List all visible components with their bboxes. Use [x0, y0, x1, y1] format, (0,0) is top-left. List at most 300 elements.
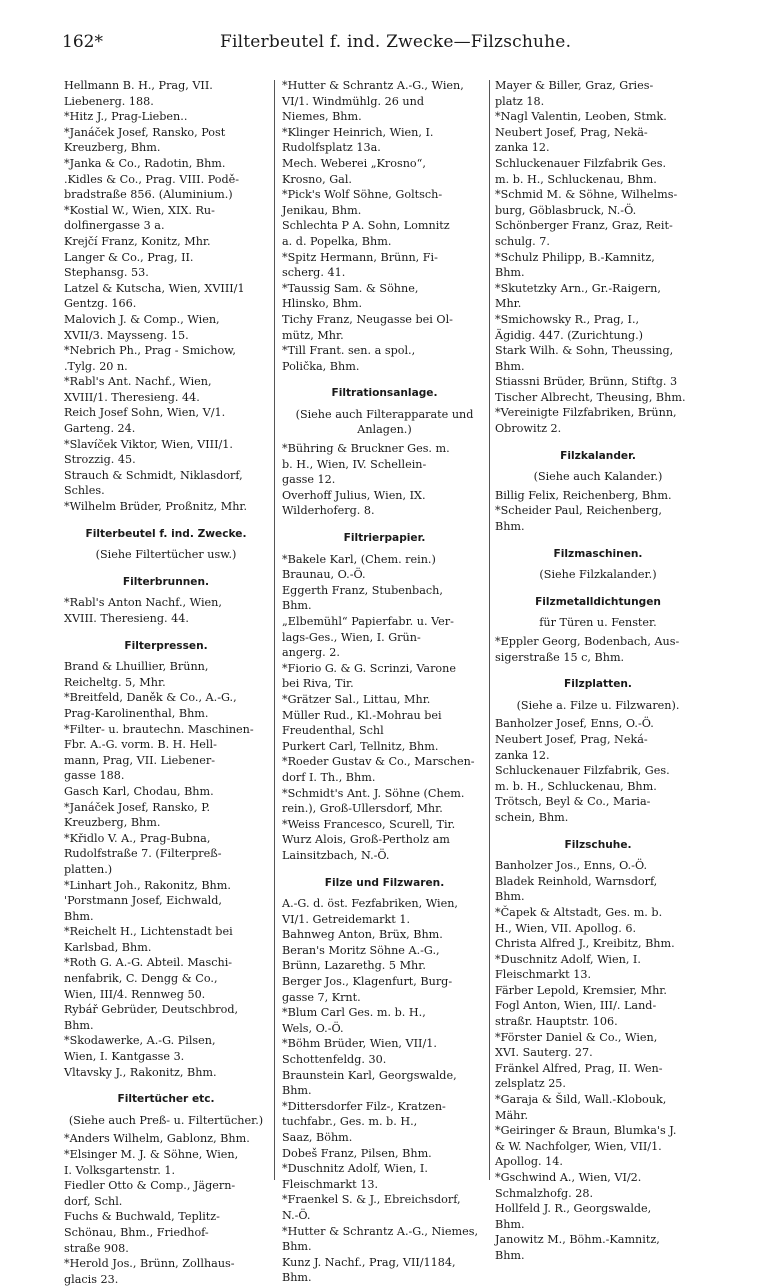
section-heading: Filterbrunnen. [122, 575, 210, 588]
entry-line: *Blum Carl Ges. m. b. H., [282, 1006, 426, 1020]
entry-line: *Kostial W., Wien, XIX. Ru- [64, 203, 215, 217]
directory-entry [64, 172, 268, 203]
directory-entry [64, 800, 268, 831]
entry-line: Schottenfeldg. 30. [282, 1053, 387, 1067]
entry-line: Brünn, Lazarethg. 5 Mhr. [282, 959, 426, 973]
section-note: (Siehe auch Filterapparate und Anlagen.) [295, 407, 474, 437]
directory-entry [64, 924, 268, 955]
entry-line: Prag-Karolinenthal, Bhm. [64, 706, 209, 720]
directory-entry [282, 896, 487, 927]
directory-entry [495, 78, 701, 109]
entry-line: Fogl Anton, Wien, III/. Land- [495, 999, 657, 1013]
directory-entry [282, 441, 487, 488]
directory-entry [282, 583, 487, 614]
directory-entry [495, 312, 701, 343]
entry-line: *Breitfeld, Daněk & Co., A.-G., [64, 691, 237, 705]
directory-entry [64, 250, 268, 281]
section-heading: Filzmaschinen. [553, 547, 643, 560]
directory-entry [282, 312, 487, 343]
entry-line: Obrowitz 2. [495, 422, 562, 436]
entry-line: Färber Lepold, Kremsier, Mhr. [495, 983, 667, 997]
section-heading: Filzschuhe. [564, 838, 632, 851]
directory-entry [495, 405, 701, 436]
entry-line: m. b. H., Schluckenau, Bhm. [495, 779, 657, 793]
entry-line: scherg. 41. [282, 266, 346, 280]
directory-column-2 [282, 78, 487, 1286]
directory-entry [64, 1033, 268, 1064]
directory-entry [495, 716, 701, 732]
directory-entry [495, 1170, 701, 1201]
directory-entry [495, 998, 701, 1029]
entry-line: Braunau, O.-Ö. [282, 568, 366, 582]
entry-line: Bhm. [495, 266, 525, 280]
entry-line: Schluckenauer Filzfabrik, Ges. [495, 764, 670, 778]
entry-line: .Tylg. 20 n. [64, 359, 128, 373]
entry-line: Jenikau, Bhm. [282, 203, 362, 217]
directory-entry [64, 405, 268, 436]
entry-line: *Linhart Joh., Rakonitz, Bhm. [64, 878, 231, 892]
entry-line: platz 18. [495, 94, 545, 108]
directory-entry [282, 343, 487, 374]
entry-line: Bhm. [282, 599, 312, 613]
entry-line: Kreuzberg, Bhm. [64, 141, 161, 155]
directory-entry [282, 218, 487, 249]
entry-line: nenfabrik, C. Dengg & Co., [64, 972, 218, 986]
entry-line: Fbr. A.-G. vorm. B. H. Hell- [64, 738, 217, 752]
entry-line: Wien, I. Kantgasse 3. [64, 1050, 185, 1064]
entry-line: tuchfabr., Ges. m. b. H., [282, 1115, 418, 1129]
directory-entry [64, 156, 268, 172]
directory-entry [495, 218, 701, 249]
entry-line: Reich Josef Sohn, Wien, V/1. [64, 406, 226, 420]
entry-line: Lainsitzbach, N.-Ö. [282, 848, 390, 862]
directory-entry [495, 936, 701, 952]
directory-entry [495, 794, 701, 825]
entry-line: *Böhm Brüder, Wien, VII/1. [282, 1037, 437, 1051]
directory-entry [282, 1005, 487, 1036]
entry-line: m. b. H., Schluckenau, Bhm. [495, 172, 657, 186]
entry-line: dolfinergasse 3 a. [64, 219, 165, 233]
directory-entry [282, 187, 487, 218]
entry-line: Dobeš Franz, Pilsen, Bhm. [282, 1146, 432, 1160]
entry-line: A.-G. d. öst. Fezfabriken, Wien, [282, 897, 458, 911]
entry-line: Tichy Franz, Neugasse bei Ol- [282, 312, 453, 326]
entry-line: Eggerth Franz, Stubenbach, [282, 583, 443, 597]
directory-entry [495, 634, 701, 665]
entry-line: Berger Jos., Klagenfurt, Burg- [282, 975, 453, 989]
directory-entry [495, 343, 701, 374]
entry-line: Bhm. [495, 1248, 525, 1262]
entry-line: *Taussig Sam. & Söhne, [282, 281, 419, 295]
entry-line: Kreuzberg, Bhm. [64, 816, 161, 830]
entry-line: Schmalzhofg. 28. [495, 1186, 594, 1200]
entry-line: *Fiorio G. & G. Scrinzi, Varone [282, 661, 456, 675]
directory-entry [64, 1002, 268, 1033]
entry-line: gasse 7, Krnt. [282, 990, 361, 1004]
directory-entry [282, 78, 487, 125]
section-heading: Filzmetalldichtungen [535, 595, 661, 608]
directory-entry [64, 831, 268, 878]
entry-line: Hlinsko, Bhm. [282, 297, 363, 311]
entry-line: Krejčí Franz, Konitz, Mhr. [64, 234, 211, 248]
directory-entry [495, 1201, 701, 1232]
directory-entry [64, 1147, 268, 1178]
directory-entry [64, 109, 268, 125]
section-note: (Siehe Filzkalander.) [539, 568, 657, 582]
entry-line: *Klinger Heinrich, Wien, I. [282, 125, 434, 139]
entry-line: Stephansg. 53. [64, 266, 149, 280]
entry-line: zanka 12. [495, 748, 550, 762]
entry-line: Liebenerg. 188. [64, 94, 154, 108]
entry-line: *Schmid M. & Söhne, Wilhelms- [495, 188, 678, 202]
entry-line: schein, Bhm. [495, 810, 569, 824]
entry-line: Fleischmarkt 13. [282, 1177, 379, 1191]
directory-entry [282, 488, 487, 519]
directory-entry [282, 817, 487, 833]
entry-line: Polička, Bhm. [282, 359, 360, 373]
directory-entry [282, 832, 487, 863]
directory-entry [64, 1178, 268, 1209]
entry-line: Wien, III/4. Rennweg 50. [64, 987, 206, 1001]
entry-line: Saaz, Böhm. [282, 1131, 353, 1144]
entry-line: Schluckenauer Filzfabrik Ges. [495, 156, 667, 170]
entry-line: Bhm. [495, 359, 525, 373]
directory-entry [64, 893, 268, 924]
page-header [62, 30, 702, 56]
entry-line: *Dittersdorfer Filz-, Kratzen- [282, 1099, 446, 1113]
entry-line: Mayer & Biller, Graz, Gries- [495, 79, 654, 92]
entry-line: *Nebrich Ph., Prag - Smichow, [64, 344, 236, 358]
entry-line: H., Wien, VII. Apollog. 6. [495, 921, 637, 935]
entry-line: Schles. [64, 484, 105, 498]
entry-line: .Kidles & Co., Prag. VIII. Podě- [64, 172, 240, 186]
entry-line: Strozzig. 45. [64, 453, 136, 467]
entry-line: Fiedler Otto & Comp., Jägern- [64, 1179, 236, 1193]
entry-line: Freudenthal, Schl [282, 724, 384, 738]
section-heading: Filze und Filzwaren. [324, 876, 445, 889]
entry-line: *Bühring & Bruckner Ges. m. [282, 442, 450, 456]
entry-line: *Reichelt H., Lichtenstadt bei [64, 925, 233, 939]
directory-entry [64, 78, 268, 109]
entry-line: Fleischmarkt 13. [495, 968, 592, 982]
directory-entry [495, 763, 701, 794]
section-note: (Siehe Filtertücher usw.) [95, 548, 237, 562]
entry-line: *Anders Wilhelm, Gablonz, Bhm. [64, 1132, 250, 1146]
entry-line: *Spitz Hermann, Brünn, Fi- [282, 250, 438, 264]
entry-line: lags-Ges., Wien, I. Grün- [282, 630, 421, 644]
directory-entry [64, 281, 268, 312]
entry-line: glacis 23. [64, 1272, 119, 1286]
directory-entry [495, 874, 701, 905]
entry-line: Tischer Albrecht, Theusing, Bhm. [495, 390, 686, 404]
entry-line: XVIII/1. Theresieng. 44. [64, 390, 200, 404]
directory-entry [64, 690, 268, 721]
section-heading: Filterbeutel f. ind. Zwecke. [85, 527, 247, 540]
directory-entry [64, 343, 268, 374]
entry-line: Müller Rud., Kl.-Mohrau bei [282, 708, 442, 722]
directory-entry [282, 156, 487, 187]
entry-line: Trötsch, Beyl & Co., Maria- [495, 795, 651, 809]
entry-line: mann, Prag, VII. Liebener- [64, 753, 216, 767]
directory-entry [282, 1224, 487, 1255]
entry-line: Wilderhoferg. 8. [282, 504, 375, 518]
entry-line: Neubert Josef, Prag, Nekä- [495, 125, 648, 139]
entry-line: b. H., Wien, IV. Schellein- [282, 457, 427, 471]
page-number: 162* [62, 32, 103, 52]
entry-line: VI/1. Windmühlg. 26 und [282, 94, 424, 108]
entry-line: Banholzer Josef, Enns, O.-Ö. [495, 717, 654, 731]
entry-line: XVII/3. Maysseng. 15. [64, 328, 189, 342]
entry-line: Bahnweg Anton, Brüx, Bhm. [282, 928, 443, 942]
entry-line: rein.), Groß-Ullersdorf, Mhr. [282, 802, 443, 816]
entry-line: Mech. Weberei „Krosno“, [282, 156, 426, 170]
directory-entry [282, 1192, 487, 1223]
entry-line: *Wilhelm Brüder, Proßnitz, Mhr. [64, 500, 248, 514]
entry-line: Bhm. [495, 890, 525, 904]
directory-entry [495, 390, 701, 406]
entry-line: Apollog. 14. [495, 1155, 563, 1169]
entry-line: & W. Nachfolger, Wien, VII/1. [495, 1139, 662, 1153]
section-note: (Siehe auch Preß- u. Filtertücher.) [68, 1113, 264, 1127]
directory-entry [282, 125, 487, 156]
entry-line: *Janka & Co., Radotin, Bhm. [64, 156, 226, 170]
directory-entry [64, 234, 268, 250]
section-heading: Filtrierpapier. [343, 532, 426, 545]
entry-line: *Duschnitz Adolf, Wien, I. [282, 1162, 428, 1176]
directory-entry [495, 732, 701, 763]
entry-line: Billig Felix, Reichenberg, Bhm. [495, 488, 672, 502]
entry-line: Mähr. [495, 1108, 529, 1122]
column-divider [274, 80, 275, 1180]
entry-line: Neubert Josef, Prag, Neká- [495, 732, 648, 746]
entry-line: straßr. Hauptstr. 106. [495, 1015, 618, 1029]
directory-entry [282, 786, 487, 817]
directory-entry [64, 312, 268, 343]
entry-line: Fuchs & Buchwald, Teplitz- [64, 1210, 220, 1224]
section-heading: Filtrationsanlage. [331, 387, 438, 400]
section-note: für Türen u. Fenster. [539, 616, 657, 630]
entry-line: schulg. 7. [495, 234, 550, 248]
directory-entry [495, 1061, 701, 1092]
entry-line: *Grätzer Sal., Littau, Mhr. [282, 692, 431, 706]
directory-entry [64, 203, 268, 234]
directory-entry [495, 250, 701, 281]
entry-line: bradstraße 856. (Aluminium.) [64, 188, 233, 202]
entry-line: Brand & Lhuillier, Brünn, [64, 660, 209, 674]
directory-entry [64, 722, 268, 784]
entry-line: Stark Wilh. & Sohn, Theussing, [495, 344, 674, 358]
directory-entry [64, 437, 268, 468]
directory-entry [495, 905, 701, 936]
entry-line: *Janáček Josef, Ransko, P. [64, 800, 211, 814]
directory-entry [64, 374, 268, 405]
entry-line: 'Porstmann Josef, Eichwald, [64, 894, 222, 908]
directory-entry [282, 614, 487, 661]
entry-line: bei Riva, Tir. [282, 677, 354, 691]
entry-line: Bhm. [282, 1240, 312, 1254]
entry-line: zanka 12. [495, 141, 550, 155]
section-heading: Filterpressen. [124, 639, 208, 652]
directory-entry [282, 1161, 487, 1192]
directory-entry [64, 784, 268, 800]
entry-line: Bhm. [282, 1271, 312, 1285]
entry-line: Hellmann B. H., Prag, VII. [64, 79, 213, 92]
entry-line: straße 908. [64, 1241, 129, 1255]
entry-line: Rybář Gebrüder, Deutschbrod, [64, 1003, 239, 1017]
directory-entry [495, 374, 701, 390]
directory-entry [495, 125, 701, 156]
entry-line: Bhm. [282, 1084, 312, 1098]
entry-line: Karlsbad, Bhm. [64, 940, 152, 954]
directory-entry [282, 692, 487, 708]
entry-line: *Bakele Karl, (Chem. rein.) [282, 552, 436, 566]
entry-line: *Křidlo V. A., Prag-Bubna, [64, 831, 211, 845]
section-heading: Filtertücher etc. [117, 1093, 215, 1106]
entry-line: *Eppler Georg, Bodenbach, Aus- [495, 635, 680, 648]
entry-line: XVIII. Theresieng. 44. [64, 612, 189, 625]
directory-entry [282, 281, 487, 312]
section-heading: Filzkalander. [560, 449, 636, 462]
entry-line: platten.) [64, 862, 113, 876]
entry-line: Stiassni Brüder, Brünn, Stiftg. 3 [495, 375, 678, 389]
directory-entry [64, 659, 268, 690]
directory-entry [495, 1123, 701, 1170]
entry-line: sigerstraße 15 c, Bhm. [495, 650, 625, 664]
entry-line: *Weiss Francesco, Scurell, Tir. [282, 817, 456, 831]
section-note: (Siehe auch Kalander.) [533, 470, 663, 484]
entry-line: zelsplatz 25. [495, 1077, 566, 1091]
entry-line: Langer & Co., Prag, II. [64, 250, 194, 264]
entry-line: Gentzg. 166. [64, 297, 137, 311]
entry-line: Janowitz M., Böhm.-Kamnitz, [495, 1233, 660, 1247]
entry-line: *Gschwind A., Wien, VI/2. [495, 1171, 642, 1184]
directory-column-3 [495, 78, 701, 1264]
entry-line: Bhm. [495, 1217, 525, 1231]
directory-entry [282, 1068, 487, 1099]
entry-line: Schönau, Bhm., Friedhof- [64, 1225, 209, 1239]
entry-line: dorf I. Th., Bhm. [282, 770, 376, 784]
entry-line: Vltavsky J., Rakonitz, Bhm. [64, 1065, 217, 1079]
entry-line: *Skutetzky Arn., Gr.-Raigern, [495, 281, 661, 295]
entry-line: gasse 188. [64, 769, 125, 783]
entry-line: *Janáček Josef, Ransko, Post [64, 125, 226, 139]
entry-line: Banholzer Jos., Enns, O.-Ö. [495, 859, 648, 873]
directory-entry [282, 1036, 487, 1067]
entry-line: Gasch Karl, Chodau, Bhm. [64, 784, 214, 798]
entry-line: Braunstein Karl, Georgswalde, [282, 1068, 457, 1082]
directory-entry [64, 955, 268, 1002]
directory-entry [282, 1099, 487, 1146]
entry-line: *Rabl's Anton Nachf., Wien, [64, 596, 222, 610]
entry-line: angerg. 2. [282, 646, 340, 660]
entry-line: Wurz Alois, Groß-Pertholz am [282, 833, 450, 847]
entry-line: Reicheltg. 5, Mhr. [64, 675, 166, 689]
entry-line: Malovich J. & Comp., Wien, [64, 312, 220, 326]
entry-line: Purkert Carl, Tellnitz, Bhm. [282, 739, 439, 753]
entry-line: Rudolfstraße 7. (Filterpreß- [64, 847, 222, 861]
entry-line: *Hutter & Schrantz A.-G., Niemes, [282, 1224, 479, 1238]
entry-line: Wels, O.-Ö. [282, 1021, 344, 1035]
entry-line: XVI. Sauterg. 27. [495, 1046, 593, 1060]
entry-line: *Schmidt's Ant. J. Söhne (Chem. [282, 786, 465, 800]
entry-line: Latzel & Kutscha, Wien, XVIII/1 [64, 281, 245, 295]
directory-entry [282, 552, 487, 583]
column-divider [489, 80, 490, 1180]
entry-line: *Herold Jos., Brünn, Zollhaus- [64, 1257, 235, 1271]
entry-line: *Fraenkel S. & J., Ebreichsdorf, [282, 1193, 461, 1207]
entry-line: Schönberger Franz, Graz, Reit- [495, 219, 673, 233]
entry-line: *Roeder Gustav & Co., Marschen- [282, 755, 475, 769]
entry-line: *Skodawerke, A.-G. Pilsen, [64, 1034, 216, 1048]
directory-entry [282, 1146, 487, 1162]
entry-line: *Scheider Paul, Reichenberg, [495, 504, 662, 518]
directory-entry [495, 1092, 701, 1123]
entry-line: Rudolfsplatz 13a. [282, 141, 381, 155]
entry-line: *Till Frant. sen. a spol., [282, 344, 416, 358]
entry-line: *Smichowsky R., Prag, I., [495, 312, 640, 326]
entry-line: Christa Alfred J., Kreibitz, Bhm. [495, 937, 675, 951]
directory-entry [282, 754, 487, 785]
directory-entry [495, 187, 701, 218]
entry-line: Bhm. [64, 909, 94, 923]
entry-line: Kunz J. Nachf., Prag, VII/1184, [282, 1255, 456, 1269]
entry-line: *Duschnitz Adolf, Wien, I. [495, 952, 641, 966]
directory-entry [282, 943, 487, 974]
entry-line: Ägidig. 447. (Zurichtung.) [495, 328, 644, 342]
directory-entry [495, 1030, 701, 1061]
entry-line: *Vereinigte Filzfabriken, Brünn, [495, 406, 677, 420]
entry-line: *Slavíček Viktor, Wien, VIII/1. [64, 437, 233, 451]
entry-line: dorf, Schl. [64, 1194, 123, 1208]
entry-line: *Schulz Philipp, B.-Kamnitz, [495, 250, 655, 264]
entry-line: burg, Göblasbruck, N.-Ö. [495, 203, 637, 217]
directory-entry [495, 1232, 701, 1263]
entry-line: *Filter- u. brautechn. Maschinen- [64, 722, 254, 736]
entry-line: Bhm. [64, 1018, 94, 1032]
entry-line: Schlechta P A. Sohn, Lomnitz [282, 219, 450, 233]
directory-entry [495, 488, 701, 504]
entry-line: *Garaja & Šild, Wall.-Klobouk, [495, 1093, 667, 1107]
entry-line: I. Volksgartenstr. 1. [64, 1163, 176, 1177]
entry-line: VI/1. Getreidemarkt 1. [282, 912, 411, 926]
entry-line: Mhr. [495, 297, 522, 311]
directory-entry [282, 708, 487, 739]
entry-line: Niemes, Bhm. [282, 110, 362, 124]
entry-line: N.-Ö. [282, 1208, 311, 1222]
directory-column-1 [64, 78, 268, 1287]
directory-entry [64, 1065, 268, 1081]
directory-entry [282, 974, 487, 1005]
directory-entry [495, 858, 701, 874]
directory-entry [495, 503, 701, 534]
directory-entry [64, 468, 268, 499]
entry-line: a. d. Popelka, Bhm. [282, 234, 392, 248]
entry-line: *Elsinger M. J. & Söhne, Wien, [64, 1148, 239, 1161]
entry-line: Strauch & Schmidt, Niklasdorf, [64, 468, 243, 482]
entry-line: Garteng. 24. [64, 422, 136, 436]
directory-entry [64, 1256, 268, 1287]
entry-line: *Förster Daniel & Co., Wien, [495, 1030, 658, 1044]
directory-entry [282, 927, 487, 943]
entry-line: „Elbemühl“ Papierfabr. u. Ver- [282, 615, 454, 628]
entry-line: *Hutter & Schrantz A.-G., Wien, [282, 79, 464, 92]
directory-entry [282, 739, 487, 755]
entry-line: Hollfeld J. R., Georgswalde, [495, 1202, 652, 1216]
entry-line: *Geiringer & Braun, Blumka's J. [495, 1124, 677, 1138]
entry-line: mütz, Mhr. [282, 328, 344, 342]
entry-line: *Pick's Wolf Söhne, Goltsch- [282, 188, 443, 202]
entry-line: Krosno, Gal. [282, 172, 352, 186]
